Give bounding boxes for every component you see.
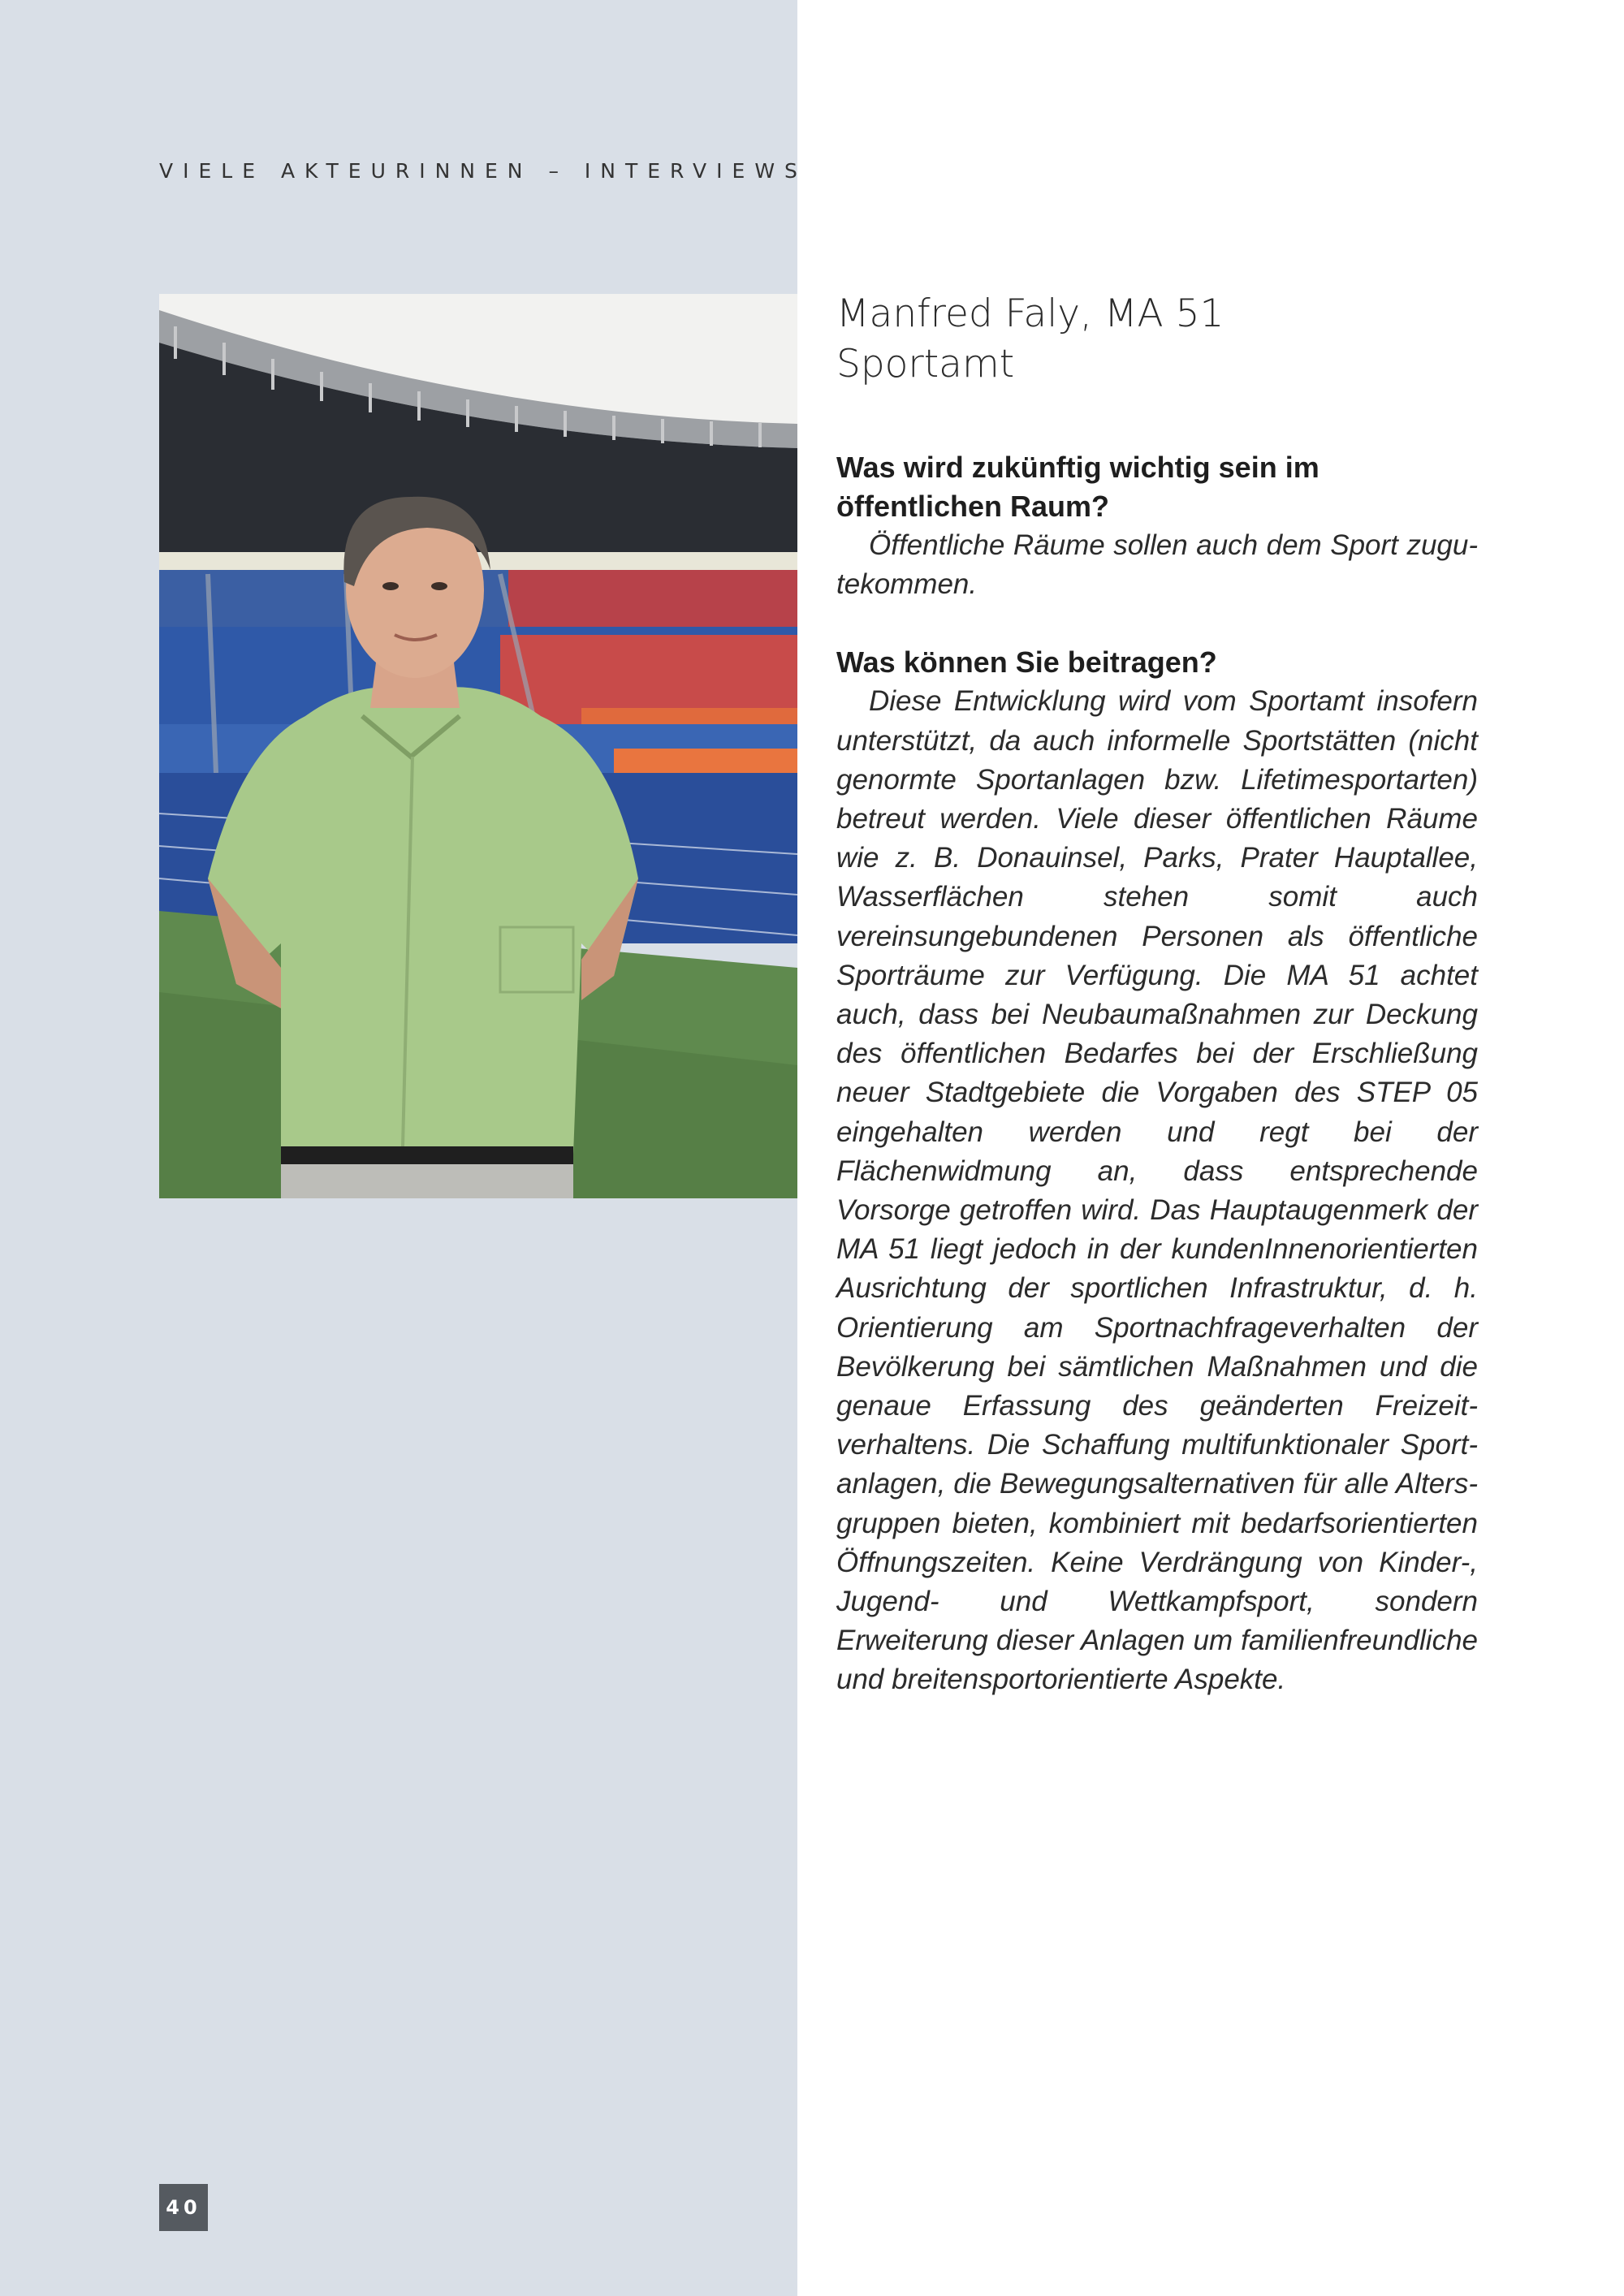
running-head: VIELE AKTEURINNEN – INTERVIEWS	[159, 159, 807, 183]
interviewee-heading	[836, 289, 1478, 390]
interviewee-name: Manfred Faly, MA 51	[836, 291, 1224, 336]
interview-column	[836, 289, 1478, 1700]
page-number: 40	[159, 2184, 208, 2231]
portrait-photo	[159, 294, 797, 1198]
question-1: Was wird zukünftig wichtig sein im öffentlichen Raum?	[836, 451, 1320, 523]
interviewee-department: Sportamt	[836, 342, 1015, 386]
answer-1: Öffentliche Räume sollen auch dem Sport zugutekommen.	[836, 529, 1478, 601]
question-2: Was können Sie beitragen?	[836, 645, 1217, 680]
answer-2: Diese Entwicklung wird vom Sportamt insofern unterstützt, da auch informelle Sportstätten (nicht genormte Sportanlagen bzw. Lifetimesportarten) betreut werden. Viele dieser öffentlichen Räume wie z. B. Donauinsel, Parks, Prater Hauptallee, Wasserflächen stehen somit auch vereinsungebundenen Personen als öffentliche Sporträume zur Verfügung. Die MA 51 achtet auch, dass bei Neubaumaßnahmen zur Deckung des öffentlichen Bedarfes bei der Erschließung neuer Stadtgebiete die Vorgaben des STEP 05 eingehalten werden und regt bei der Flächenwidmung an, dass entsprechende Vorsorge getroffen wird. Das Hauptaugenmerk der MA 51 liegt jedoch in der kundenInnenorientierten Ausrichtung der sportlichen Infrastruktur, d. h. Orientierung am Sportnachfrageverhalten der Bevölkerung bei sämtlichen Maßnahmen und die genaue Erfassung des geänderten Freizeitverhaltens. Die Schaffung multifunktionaler Sportanlagen, die Bewegungsalternativen für alle Altersgruppen bieten, kombiniert mit bedarfsorientierten Öffnungszeiten. Keine Verdrängung von Kinder-, Jugend- und Wettkampfsport, sondern Erweiterung dieser Anlagen um familienfreundliche und breitensportorientierte Aspekte.	[836, 685, 1478, 1696]
